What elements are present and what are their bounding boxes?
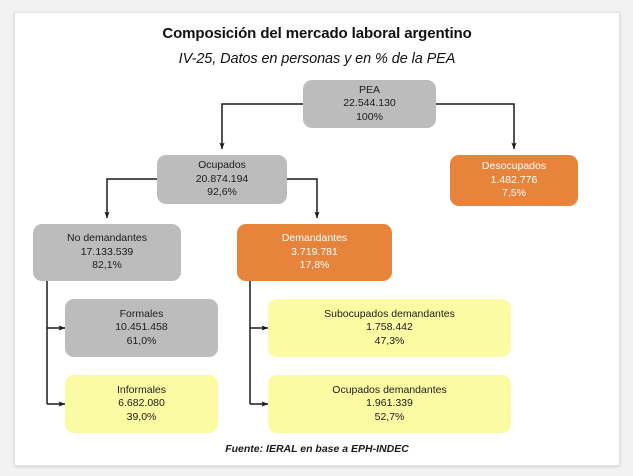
chart-frame: [14, 12, 620, 466]
node-value: 1.758.442: [366, 321, 413, 334]
node-percent: 52,7%: [374, 410, 405, 423]
node-formales[interactable]: [65, 299, 218, 357]
node-value: 6.682.080: [118, 397, 165, 410]
node-label: No demandantes: [67, 232, 147, 245]
node-label: PEA: [358, 83, 380, 96]
page-subtitle: IV-25, Datos en personas y en % de la PEA: [178, 51, 456, 67]
node-no-demandantes[interactable]: [33, 224, 181, 281]
node-label: Subocupados demandantes: [324, 307, 455, 320]
node-value: 1.482.776: [490, 173, 538, 186]
node-percent: 7,5%: [502, 187, 526, 200]
node-percent: 39,0%: [126, 410, 157, 423]
source-note: Fuente: IERAL en base a EPH-INDEC: [225, 443, 409, 455]
node-subocupados-demandantes[interactable]: [268, 299, 511, 357]
node-pea[interactable]: [303, 80, 436, 128]
node-value: 3.719.781: [291, 245, 338, 258]
node-desocupados[interactable]: [450, 155, 578, 206]
node-percent: 61,0%: [126, 334, 157, 347]
node-label: Informales: [116, 383, 167, 396]
node-label: Ocupados demandantes: [332, 383, 447, 396]
node-percent: 92,6%: [207, 186, 237, 199]
node-percent: 17,8%: [299, 259, 330, 272]
node-percent: 100%: [356, 110, 383, 123]
node-value: 22.544.130: [343, 97, 396, 110]
node-percent: 82,1%: [92, 259, 122, 272]
node-label: Demandantes: [281, 232, 348, 245]
node-ocupados[interactable]: [157, 155, 287, 204]
node-label: Desocupados: [481, 160, 547, 173]
node-value: 1.961.339: [366, 397, 413, 410]
node-value: 17.133.539: [80, 245, 134, 258]
node-value: 10.451.458: [115, 321, 168, 334]
diagram-canvas: [15, 13, 619, 465]
node-label: Formales: [119, 307, 164, 320]
node-demandantes[interactable]: [237, 224, 392, 281]
page-title: Composición del mercado laboral argentino: [162, 25, 472, 42]
node-informales[interactable]: [65, 375, 218, 433]
node-value: 20.874.194: [195, 172, 249, 185]
node-percent: 47,3%: [374, 334, 405, 347]
node-ocupados-demandantes[interactable]: [268, 375, 511, 433]
node-label: Ocupados: [198, 159, 246, 172]
